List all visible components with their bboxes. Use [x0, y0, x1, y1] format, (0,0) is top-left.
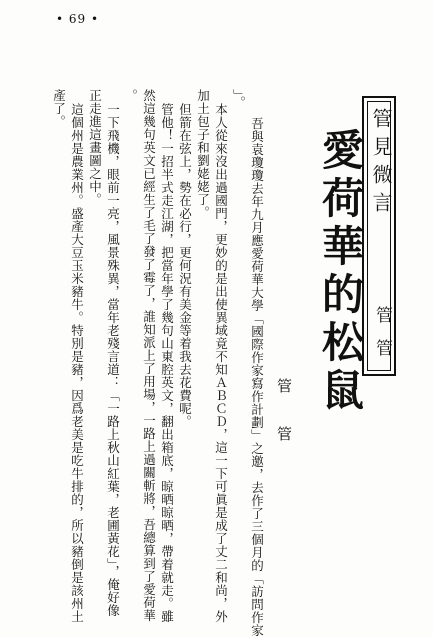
body-line-12: 產了。: [51, 89, 67, 128]
body-line-9: 一下飛機，眼前一亮，風景殊異，當年老殘言道：「一路上秋山紅葉，老圃黃花」，俺好像: [105, 103, 121, 617]
body-line-3: 本人從來沒出過國門，更妙的是出使異域竟不知ＡＢＣＤ，這一下可眞是成了丈二和尚，外: [213, 103, 229, 623]
page-number: • 69 •: [56, 12, 100, 26]
body-line-1: 吾與袁瓊瓊去年九月應愛荷華大學「國際作家寫作計劃」之邀，去作了三個月的「訪問作家: [249, 117, 265, 637]
body-line-11: 這個州是農業州。盛產大豆玉米豬牛。特別是豬，因爲老美是吃牛排的，所以豬倒是該州土: [69, 103, 85, 623]
body-line-5: 但箭在弦上，勢在必行，更何況有美金等着我去花費呢。: [177, 103, 193, 428]
column-author: 管管: [372, 306, 392, 372]
body-line-6: 管他！一招半式走江湖，把當年學了幾句山東腔英文，翻出箱底，晾晒晾晒，帶着就走。雖: [159, 103, 175, 623]
body-line-7: 然這幾句英文已經生了毛了發了霉了，誰知派上了用場，一路上過關斬將，吾總算到了愛荷華: [141, 89, 157, 622]
body-line-2: 」。: [231, 89, 247, 109]
column-name: 管見微言: [369, 108, 393, 220]
body-line-4: 加土包子和劉姥姥了。: [195, 89, 211, 219]
article-byline: 管 管: [275, 378, 293, 455]
article-title: 愛荷華的松鼠: [316, 128, 365, 416]
body-line-8: 。: [123, 89, 139, 102]
body-line-10: 正走進這畫圖之中。: [87, 89, 103, 206]
